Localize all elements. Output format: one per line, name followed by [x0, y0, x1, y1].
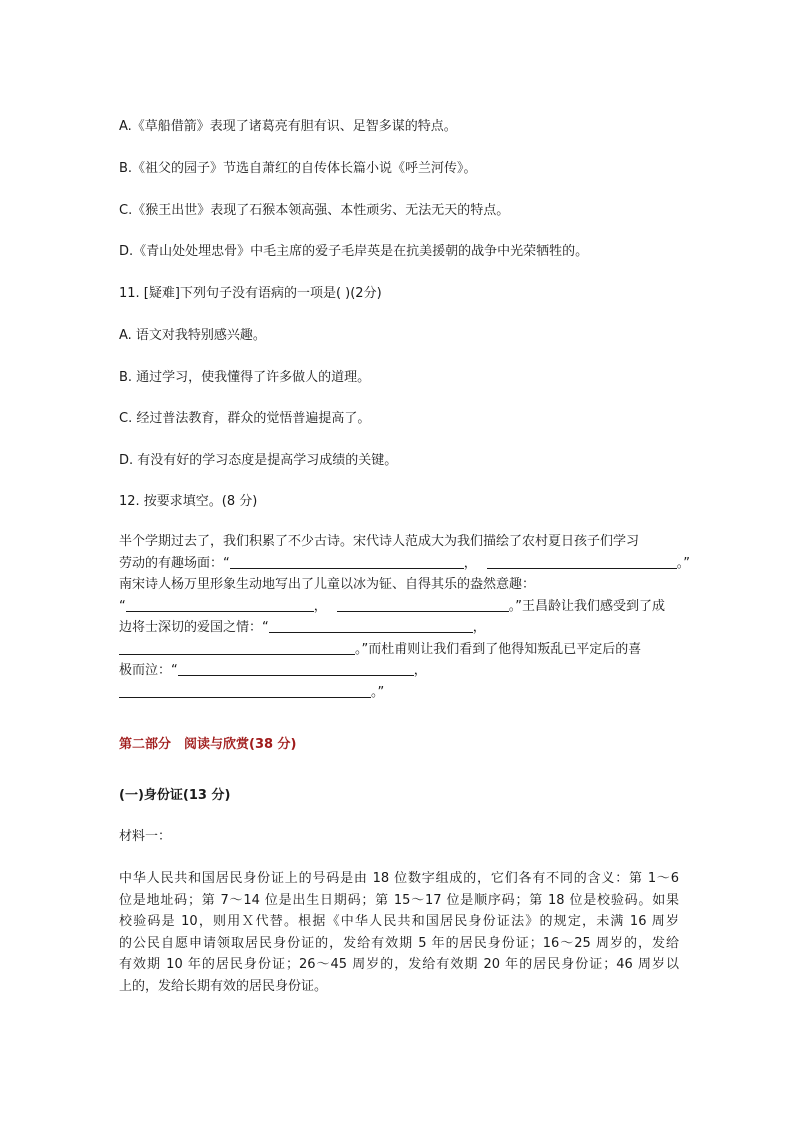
q10-option-b: B.《祖父的园子》节选自萧红的自传体长篇小说《呼兰河传》。 — [119, 161, 477, 176]
q11-stem: 11. [疑难]下列句子没有语病的一项是( )(2分) — [119, 286, 382, 301]
q11-option-a: A. 语文对我特别感兴趣。 — [119, 328, 266, 343]
q12-line: 。”而杜甫则让我们看到了他得知叛乱已平定后的喜 — [119, 639, 694, 661]
q12-line: 半个学期过去了，我们积累了不少古诗。宋代诗人范成大为我们描绘了农村夏日孩子们学习 — [119, 534, 640, 549]
material-line: 的公民自愿申请领取居民身份证的，发给有效期 5 年的居民身份证；16～25 周岁的，发给 — [119, 935, 679, 951]
answer-blank[interactable] — [126, 597, 314, 612]
q10-option-c: C.《猴王出世》表现了石猴本领高强、本性顽劣、无法无天的特点。 — [119, 203, 510, 218]
material-line: 校验码是 10，则用Ｘ代替。根据《中华人民共和国居民身份证法》的规定，未满 16 周岁 — [119, 914, 679, 929]
q10-option-a: A.《草船借箭》表现了诸葛亮有胆有识、足智多谋的特点。 — [119, 119, 457, 134]
material-line: 中华人民共和国居民身份证上的号码是由 18 位数字组成的，它们各有不同的含义：第 1～6 — [119, 871, 679, 886]
q12-line: 极而泣：“ ， — [119, 663, 427, 678]
q12-line: 。” — [119, 682, 694, 704]
answer-blank[interactable] — [230, 554, 464, 569]
part2-title: 第二部分 阅读与欣赏(38 分) — [119, 737, 297, 752]
material-line: 位是地址码；第 7～14 位是出生日期码；第 15～17 位是顺序码；第 18 位是校验码。如果 — [119, 892, 679, 908]
answer-blank[interactable] — [487, 554, 677, 569]
answer-blank[interactable] — [269, 618, 473, 633]
material-paragraph — [119, 868, 679, 997]
q12-line: 劳动的有趣场面：“ ， 。” — [119, 555, 691, 571]
q11-option-b: B. 通过学习，使我懂得了许多做人的道理。 — [119, 370, 371, 385]
q12-stem: 12. 按要求填空。(8 分) — [119, 494, 258, 509]
answer-blank[interactable] — [337, 597, 509, 612]
q12-line: “ ， 。”王昌龄让我们感受到了成 — [119, 598, 666, 614]
q11-option-c: C. 经过普法教育，群众的觉悟普遍提高了。 — [119, 411, 371, 426]
material-label: 材料一： — [119, 829, 172, 844]
material-line: 上的，发给长期有效的居民身份证。 — [119, 978, 328, 994]
q12-line: 边将士深切的爱国之情：“ ， — [119, 620, 486, 635]
material-line: 有效期 10 年的居民身份证；26～45 周岁的，发给有效期 20 年的居民身份证；46 周岁以 — [119, 957, 679, 972]
answer-blank[interactable] — [178, 661, 414, 676]
q10-option-d: D.《青山处处埋忠骨》中毛主席的爱子毛岸英是在抗美援朝的战争中光荣牺牲的。 — [119, 244, 589, 259]
answer-blank[interactable] — [119, 640, 355, 655]
q12-fill-paragraph — [119, 531, 694, 703]
q12-line: 南宋诗人杨万里形象生动地写出了儿童以冰为钲、自得其乐的盎然意趣： — [119, 577, 536, 592]
answer-blank[interactable] — [119, 683, 371, 698]
subsection-title: (一)身份证(13 分) — [119, 788, 231, 803]
q11-option-d: D. 有没有好的学习态度是提高学习成绩的关键。 — [119, 453, 398, 468]
